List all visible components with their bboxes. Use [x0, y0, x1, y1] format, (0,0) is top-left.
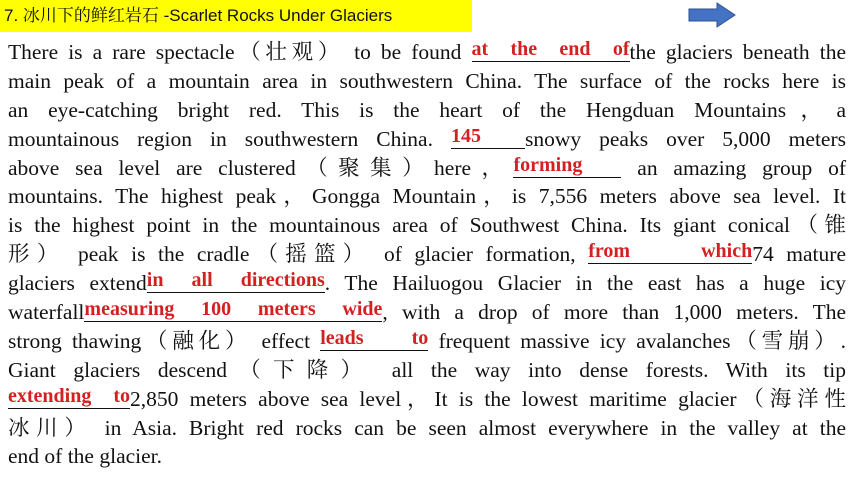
passage-line: an eye-catching bright red. This is the heart of the Hengduan Mountains，a [8, 97, 846, 122]
answer-text: measuring 100 meters wide [84, 298, 383, 321]
answer-text: from which [588, 240, 753, 263]
passage-line: end of the glacier. [8, 444, 163, 469]
passage-line: mountains. The highest peak，Gongga Mountain，is 7,556 meters above sea level. It [8, 184, 846, 209]
passage-text: strong thawing（融化） effect [8, 328, 321, 353]
passage-line [8, 240, 846, 269]
passage-text: the glaciers beneath the [629, 40, 846, 64]
passage-text: frequent massive icy avalanches（雪崩）. [428, 328, 846, 353]
answer-blank[interactable] [147, 270, 325, 293]
passage-text: snowy peaks over 5,000 meters [524, 126, 846, 151]
answer-blank[interactable] [472, 39, 630, 62]
passage-text: an amazing group of [621, 155, 846, 180]
passage-text: . The Hailuogou Glacier in the east has a huge icy [324, 271, 846, 296]
answer-blank[interactable] [513, 155, 621, 178]
passage-text: glaciers extend [8, 271, 147, 296]
passage-line: main peak of a mountain area in southwestern China. The surface of the rocks here is [8, 68, 846, 93]
passage-text: waterfall [8, 300, 85, 325]
answer-text: leads to [320, 326, 429, 349]
passage-text: 74 mature [752, 242, 846, 267]
answer-blank[interactable] [451, 126, 525, 149]
passage-text: 2,850 meters above sea level，It is the lowest maritime glacier（海洋性 [130, 386, 846, 411]
passage-line [8, 38, 846, 67]
passage-line [8, 327, 846, 356]
arrow-right-icon[interactable] [688, 2, 736, 28]
passage-line [8, 125, 846, 154]
passage-text: 形） peak is the cradle（摇篮） of glacier formation, [8, 242, 589, 267]
answer-text: forming [513, 153, 583, 176]
answer-blank[interactable] [588, 241, 752, 264]
passage-text: , with a drop of more than 1,000 meters. The [382, 300, 846, 325]
answer-text: 145 [450, 124, 481, 147]
passage-line [8, 385, 846, 414]
passage-line [8, 154, 846, 183]
answer-text: in all directions [146, 269, 325, 292]
slide-title: 7. 冰川下的鲜红岩石 -Scarlet Rocks Under Glaciers [0, 0, 472, 32]
answer-blank[interactable] [84, 299, 382, 322]
passage-line: is the highest point in the mountainous area of Southwest China. Its giant conical（锥 [8, 213, 846, 238]
reading-passage [8, 38, 846, 471]
passage-text: mountainous region in southwestern China. [8, 126, 451, 151]
passage-text: above sea level are clustered（聚集）here， [8, 155, 514, 180]
answer-text: at the end of [471, 38, 630, 60]
passage-line: 冰川） in Asia. Bright red rocks can be seen almost everywhere in the valley at the [8, 415, 846, 440]
passage-line [8, 269, 846, 298]
passage-line: Giant glaciers descend（下降） all the way into dense forests. With its tip [8, 357, 846, 382]
passage-line [8, 298, 846, 327]
answer-blank[interactable] [320, 328, 428, 351]
answer-text: extending to [8, 384, 130, 407]
passage-text: There is a rare spectacle（壮观） to be found [8, 40, 472, 64]
answer-blank[interactable] [8, 386, 130, 409]
